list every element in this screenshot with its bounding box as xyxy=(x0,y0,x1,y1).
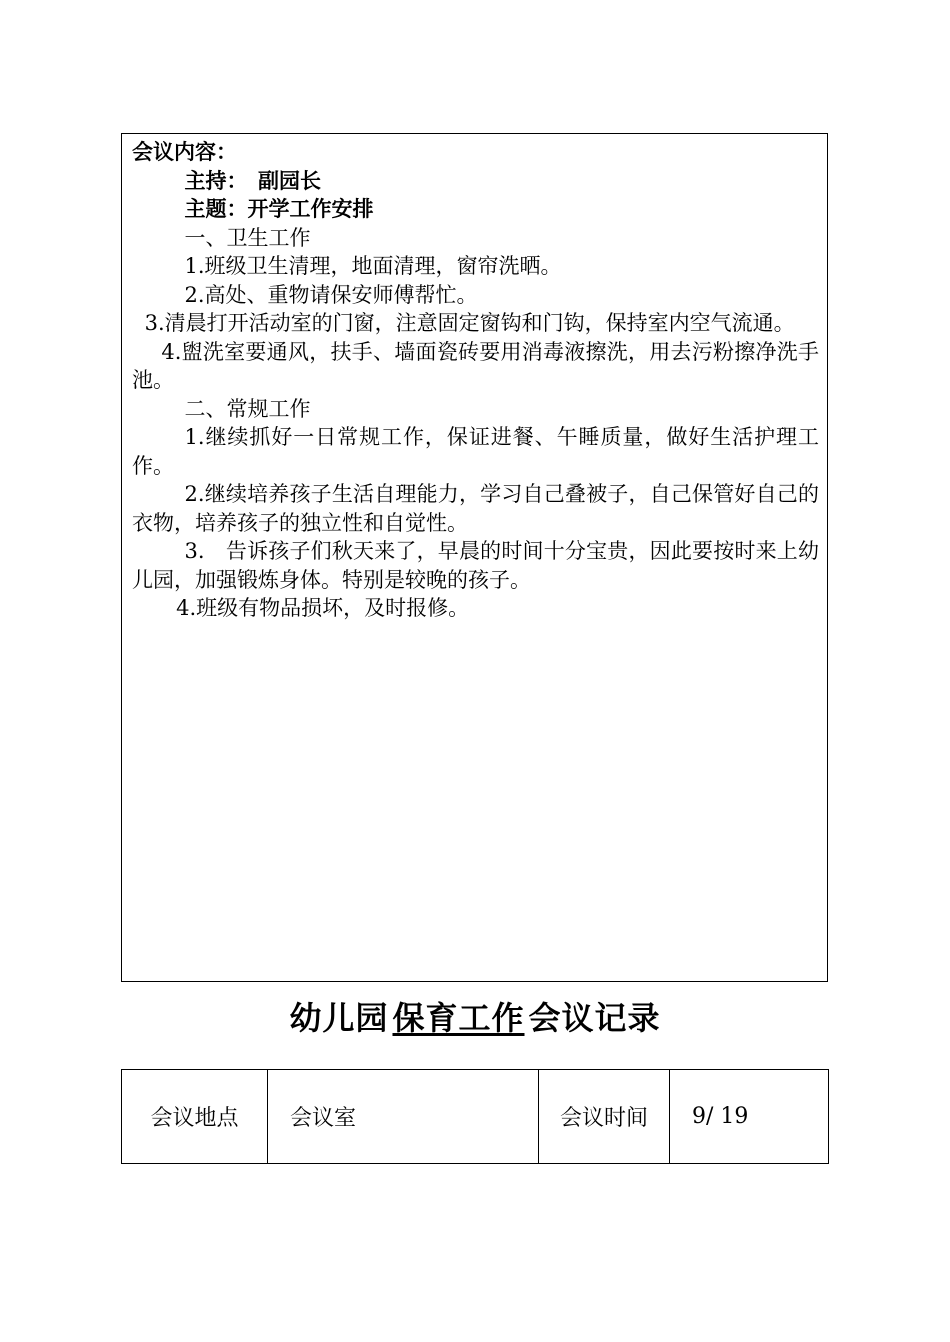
section-2-item-4: 4.班级有物品损坏，及时报修。 xyxy=(176,596,470,620)
section-2-item-2: 2.继续培养孩子生活自理能力，学习自己叠被子，自己保管好自己的衣物，培养孩子的独立性和自觉性。 xyxy=(132,482,819,535)
title-topic: 保育工作 xyxy=(392,999,525,1037)
location-label: 会议地点 xyxy=(122,1070,268,1164)
meeting-info-row xyxy=(122,1070,829,1164)
meeting-info-table xyxy=(121,1069,829,1164)
section-1-item-2: 2.高处、重物请保安师傅帮忙。 xyxy=(184,282,478,307)
section-1-item-3: 3.清晨打开活动室的门窗，注意固定窗钩和门钩，保持室内空气流通。 xyxy=(144,311,795,335)
content-heading: 会议内容： xyxy=(132,140,237,164)
title-suffix: 会议记录 xyxy=(528,999,661,1037)
time-label: 会议时间 xyxy=(539,1070,670,1164)
title-prefix: 幼儿园 xyxy=(289,999,389,1037)
host-line: 主持： 副园长 xyxy=(184,168,321,193)
location-value: 会议室 xyxy=(268,1070,539,1164)
section-1-item-1: 1.班级卫生清理，地面清理，窗帘洗晒。 xyxy=(184,254,562,278)
section-2-item-1: 1.继续抓好一日常规工作，保证进餐、午睡质量，做好生活护理工作。 xyxy=(132,425,819,478)
section-1-title: 一、卫生工作 xyxy=(184,225,311,250)
section-1-item-4: 4.盥洗室要通风，扶手、墙面瓷砖要用消毒液擦洗，用去污粉擦净洗手池。 xyxy=(132,339,819,392)
time-value: 9/ 19 xyxy=(670,1070,829,1164)
theme-line: 主题：开学工作安排 xyxy=(184,197,374,221)
meeting-content-box xyxy=(121,133,828,982)
section-2-item-3: 3. 告诉孩子们秋天来了，早晨的时间十分宝贵，因此要按时来上幼儿园，加强锻炼身体。特别是较晚的孩子。 xyxy=(132,539,819,592)
section-2-title: 二、常规工作 xyxy=(184,396,311,421)
page-title xyxy=(0,993,950,1039)
